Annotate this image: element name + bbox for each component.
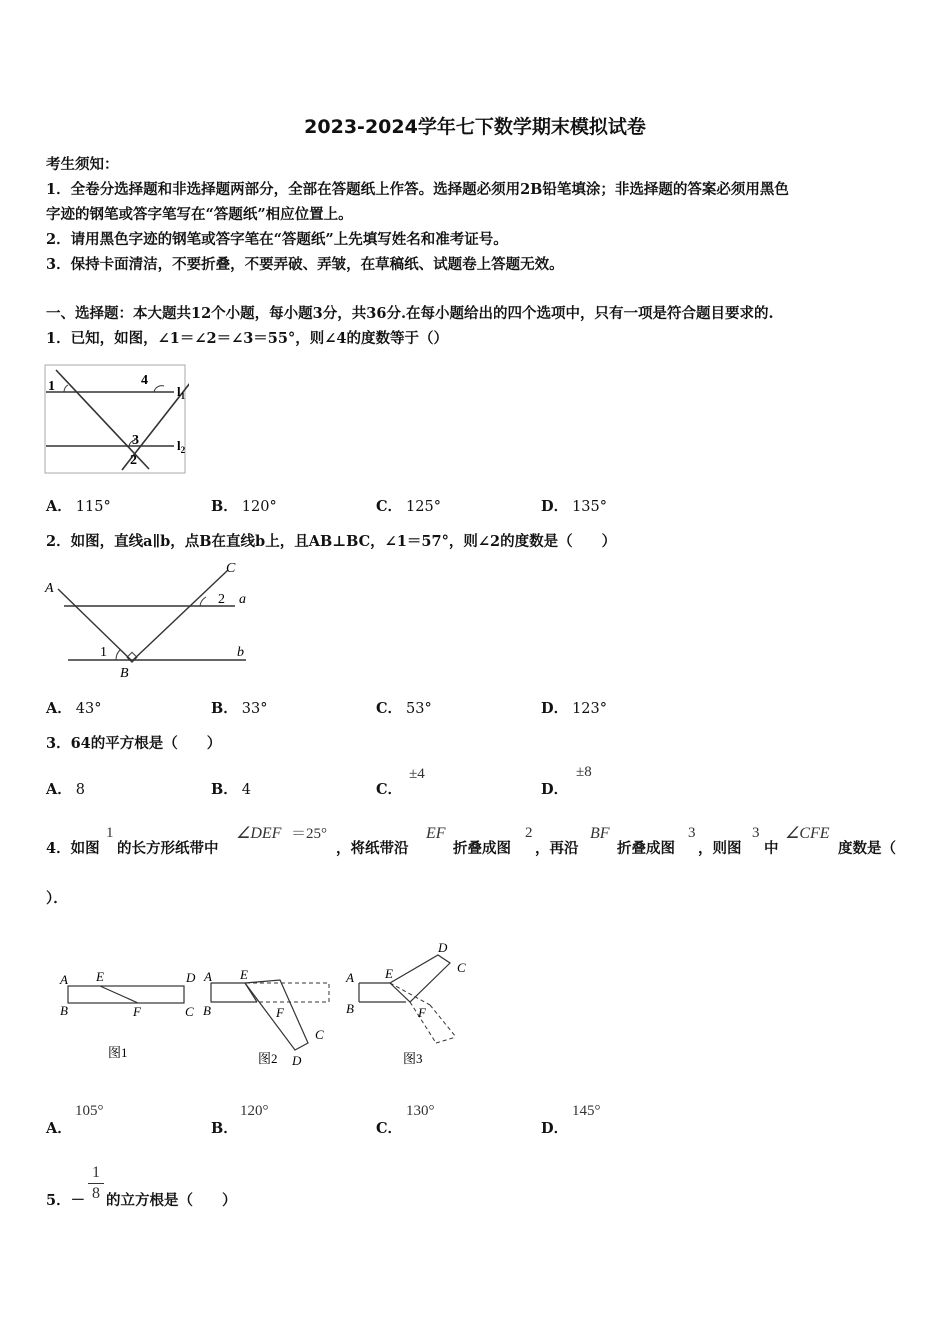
q2-option-d[interactable]: D． 123° xyxy=(541,700,608,717)
q3-option-d-letter[interactable]: D． xyxy=(541,781,569,798)
question-1-figure xyxy=(44,364,189,476)
fig4c-label-d: D xyxy=(438,940,448,955)
question-4-part-9: 度数是（ xyxy=(838,840,896,857)
fig4c-label-c: C xyxy=(457,960,466,975)
question-4-part-7: ，则图 xyxy=(698,840,742,857)
fig4a-label-f: F xyxy=(133,1004,141,1019)
fig4c-label-f: F xyxy=(418,1005,426,1020)
question-4-part-3: ，将纸带沿 xyxy=(336,840,409,857)
q3-option-b[interactable]: B． 4 xyxy=(211,781,251,798)
notice-item-3: 3．保持卡面清洁，不要折叠，不要弄破、弄皱，在草稿纸、试题卷上答题无效。 xyxy=(46,256,564,273)
fig1-label-3: 3 xyxy=(132,433,139,448)
fig1-label-4: 4 xyxy=(141,373,148,388)
fig2-label-b-point: B xyxy=(120,666,129,681)
question-2-stem: 2．如图，直线a∥b，点B在直线b上，且AB⊥BC，∠1＝57°，则∠2的度数是（ ） xyxy=(46,533,617,550)
fraction-denominator: 8 xyxy=(92,1185,100,1202)
q4-option-d-letter[interactable]: D． xyxy=(541,1120,569,1137)
section-heading: 一、选择题：本大题共12个小题，每小题3分，共36分.在每小题给出的四个选项中，只有一项是符合题目要求的. xyxy=(46,305,774,322)
question-4-math-5: 2 xyxy=(525,825,533,841)
fig4b-label-f: F xyxy=(276,1005,284,1020)
fig2-label-line-b: b xyxy=(237,645,244,660)
fig4b-caption: 图2 xyxy=(258,1051,278,1066)
fig1-label-2: 2 xyxy=(130,453,137,468)
question-4-part-4: 折叠成图 xyxy=(453,840,511,857)
fig4c-label-e: E xyxy=(385,966,393,981)
fig2-label-line-a: a xyxy=(239,592,246,607)
fig4b-label-c: C xyxy=(315,1027,324,1042)
q2-option-b[interactable]: B． 33° xyxy=(211,700,268,717)
question-4-part-5: ，再沿 xyxy=(535,840,579,857)
fig4b-label-a: A xyxy=(204,969,212,984)
q1-option-b[interactable]: B． 120° xyxy=(211,498,277,515)
q1-option-d[interactable]: D． 135° xyxy=(541,498,608,515)
fig2-label-1: 1 xyxy=(100,645,107,660)
fig4a-label-a: A xyxy=(60,972,68,987)
question-2-figure xyxy=(40,556,260,684)
fig4a-label-c: C xyxy=(185,1004,194,1019)
fig4c-label-b: B xyxy=(346,1001,354,1016)
q3-option-d-value: ±8 xyxy=(576,764,592,780)
question-4-part-2: 的长方形纸带中 xyxy=(117,840,219,857)
fig1-label-l2: $l_2$ xyxy=(177,438,186,455)
question-4-part-8: 中 xyxy=(764,840,779,857)
question-4-figure xyxy=(50,935,480,1075)
question-4-part-6: 折叠成图 xyxy=(617,840,675,857)
notice-item-1-cont: 字迹的钢笔或答字笔写在“答题纸”相应位置上。 xyxy=(46,206,353,223)
question-4-math-8: 3 xyxy=(752,825,760,841)
question-5-part-1: 5．－ xyxy=(46,1192,86,1209)
q3-option-c-value: ±4 xyxy=(409,766,425,782)
q4-option-b-value: 120° xyxy=(240,1103,269,1119)
q1-option-c[interactable]: C． 125° xyxy=(376,498,441,515)
question-4-line-2: ）． xyxy=(46,890,68,907)
q4-option-a-letter[interactable]: A． xyxy=(46,1120,72,1137)
notice-item-2: 2．请用黑色字迹的钢笔或答字笔在“答题纸”上先填写姓名和准考证号。 xyxy=(46,231,508,248)
question-4-math-3: ＝25° xyxy=(291,826,327,842)
question-5-fraction xyxy=(88,1164,104,1203)
q3-option-c-letter[interactable]: C． xyxy=(376,781,403,798)
fig4b-label-d: D xyxy=(292,1053,302,1068)
q4-option-a-value: 105° xyxy=(75,1103,104,1119)
fig4c-label-a: A xyxy=(346,970,354,985)
q1-option-a[interactable]: A． 115° xyxy=(46,498,111,515)
question-4-math-6: BF xyxy=(590,825,610,842)
page-title: 2023-2024学年七下数学期末模拟试卷 xyxy=(304,116,646,138)
fig2-label-2: 2 xyxy=(218,592,225,607)
question-4-math-4: EF xyxy=(426,825,446,842)
q4-option-b-letter[interactable]: B． xyxy=(211,1120,238,1137)
fig4b-label-e: E xyxy=(240,967,248,982)
fig2-label-a-point: A xyxy=(45,581,54,596)
question-3-stem: 3．64的平方根是（ ） xyxy=(46,735,222,752)
question-4-math-7: 3 xyxy=(688,825,696,841)
q4-option-d-value: 145° xyxy=(572,1103,601,1119)
q2-option-c[interactable]: C． 53° xyxy=(376,700,432,717)
q4-option-c-value: 130° xyxy=(406,1103,435,1119)
question-4-part-1: 4．如图 xyxy=(46,840,100,857)
fig4a-label-e: E xyxy=(96,969,104,984)
q2-option-a[interactable]: A． 43° xyxy=(46,700,102,717)
question-1-stem: 1．已知，如图，∠1＝∠2＝∠3＝55°，则∠4的度数等于（） xyxy=(46,330,448,347)
question-4-math-2: ∠DEF xyxy=(236,825,282,842)
fig4a-label-d: D xyxy=(186,970,196,985)
q4-option-c-letter[interactable]: C． xyxy=(376,1120,403,1137)
fig4c-caption: 图3 xyxy=(403,1051,423,1066)
fig1-label-1: 1 xyxy=(48,379,55,394)
question-4-math-1: 1 xyxy=(106,825,114,841)
fig4a-caption: 图1 xyxy=(108,1045,128,1060)
question-5-part-2: 的立方根是（ ） xyxy=(106,1192,237,1209)
fig4b-label-b: B xyxy=(203,1003,211,1018)
fig1-label-l1: $l_1$ xyxy=(177,384,186,401)
notice-heading: 考生须知： xyxy=(46,156,119,173)
fig2-label-c: C xyxy=(226,561,236,576)
fig4a-label-b: B xyxy=(60,1003,68,1018)
q3-option-a[interactable]: A． 8 xyxy=(46,781,85,798)
question-4-math-9: ∠CFE xyxy=(785,825,830,842)
fraction-numerator: 1 xyxy=(92,1164,100,1181)
notice-item-1: 1．全卷分选择题和非选择题两部分，全部在答题纸上作答。选择题必须用2B铅笔填涂；非选择题的答案必须用黑色 xyxy=(46,181,789,198)
